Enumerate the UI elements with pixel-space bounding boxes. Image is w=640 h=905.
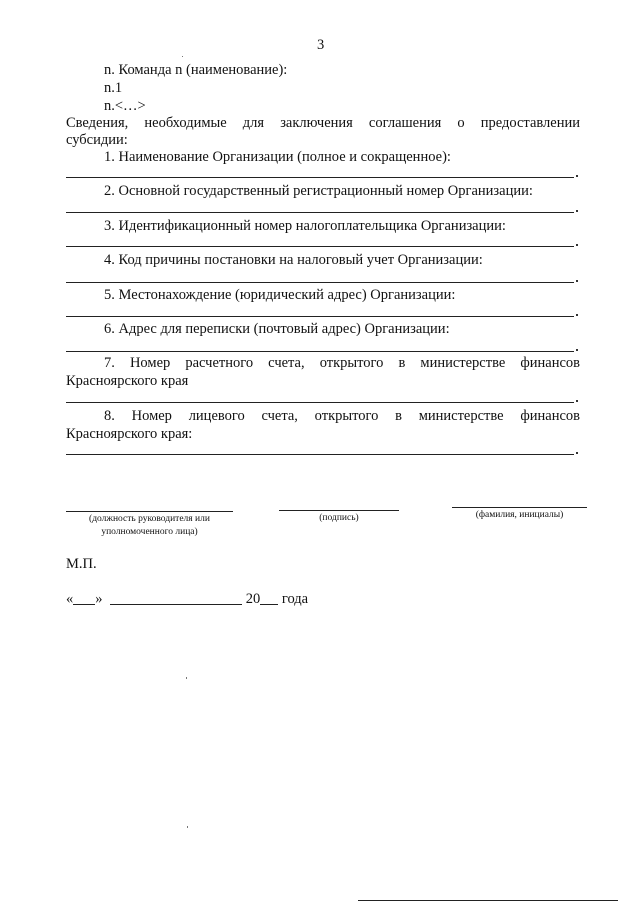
position-caption-line-2: уполномоченного лица) [101,527,198,537]
date-month-blank [110,604,242,605]
intro-text: Сведения, необходимые для заключения соглашения о предоставлении [66,115,580,131]
item-8-word: в [395,408,402,424]
item-4-fill-line [66,282,574,283]
item-7-word: Номер [129,355,171,371]
item-7-word: 7. [104,355,115,371]
position-caption-line-1: (должность руководителя или [89,514,210,524]
item-5-end-dot [576,314,578,316]
page-bottom-line [358,900,618,901]
item-2-end-dot [576,210,578,212]
item-8-fill-line [66,454,574,455]
item-3-fill-line [66,246,574,247]
item-6-fill-line [66,351,574,352]
item-7-label [66,355,580,372]
item-3-label: 3. Идентификационный номер налогоплательщика Организации: [104,218,506,234]
item-4-label: 4. Код причины постановки на налоговый учет Организации: [104,252,483,268]
date-line [66,591,308,608]
item-2-fill-line [66,212,574,213]
date-year-word: года [281,591,309,607]
scan-speck [187,826,188,828]
date-open-quote: « [66,591,74,607]
scan-speck [182,56,183,57]
item-6-label: 6. Адрес для переписки (почтовый адрес) Организации: [104,321,450,337]
item-7-word: счета, [268,355,305,371]
signature-line [279,510,399,511]
item-8-word: министерстве [418,408,504,424]
item-5-fill-line [66,316,574,317]
page-number: 3 [317,37,325,53]
name-line [452,507,587,508]
item-8-word: счета, [261,408,298,424]
item-7-word: открытого [319,355,384,371]
item-8-end-dot [576,452,578,454]
item-1-label: 1. Наименование Организации (полное и сокращенное): [104,149,451,165]
item-1-end-dot [576,175,578,177]
date-century: 20 [245,591,261,607]
item-3-end-dot [576,244,578,246]
item-2-label: 2. Основной государственный регистрационный номер Организации: [104,183,533,199]
item-7-fill-line [66,402,574,403]
item-8-word: Номер [131,408,172,424]
item-8-word: 8. [104,408,115,424]
item-7-label-cont: Красноярского края [66,373,189,389]
team-item-more: n.<…> [104,98,146,114]
intro-text-cont: субсидии: [66,132,128,148]
scan-speck [186,677,187,679]
item-1-fill-line [66,177,574,178]
item-8-word: лицевого [188,408,245,424]
item-8-word: финансов [520,408,580,424]
item-7-word: финансов [520,355,581,371]
item-8-label [66,408,580,425]
stamp-mark: М.П. [66,556,97,572]
position-signature-line [66,511,233,512]
date-close-quote: » [95,591,103,607]
item-4-end-dot [576,280,578,282]
name-caption: (фамилия, инициалы) [475,510,564,520]
item-7-end-dot [576,400,578,402]
team-heading: n. Команда n (наименование): [104,62,288,78]
position-caption [66,513,233,539]
item-6-end-dot [576,349,578,351]
item-5-label: 5. Местонахождение (юридический адрес) Организации: [104,287,456,303]
item-8-label-cont: Красноярского края: [66,426,193,442]
item-7-word: расчетного [185,355,254,371]
item-8-word: открытого [314,408,379,424]
date-day-blank [73,604,95,605]
item-7-word: в [398,355,406,371]
signature-caption: (подпись) [319,513,359,523]
item-7-word: министерстве [420,355,506,371]
team-item-1: n.1 [104,80,123,96]
date-year-blank [260,604,278,605]
